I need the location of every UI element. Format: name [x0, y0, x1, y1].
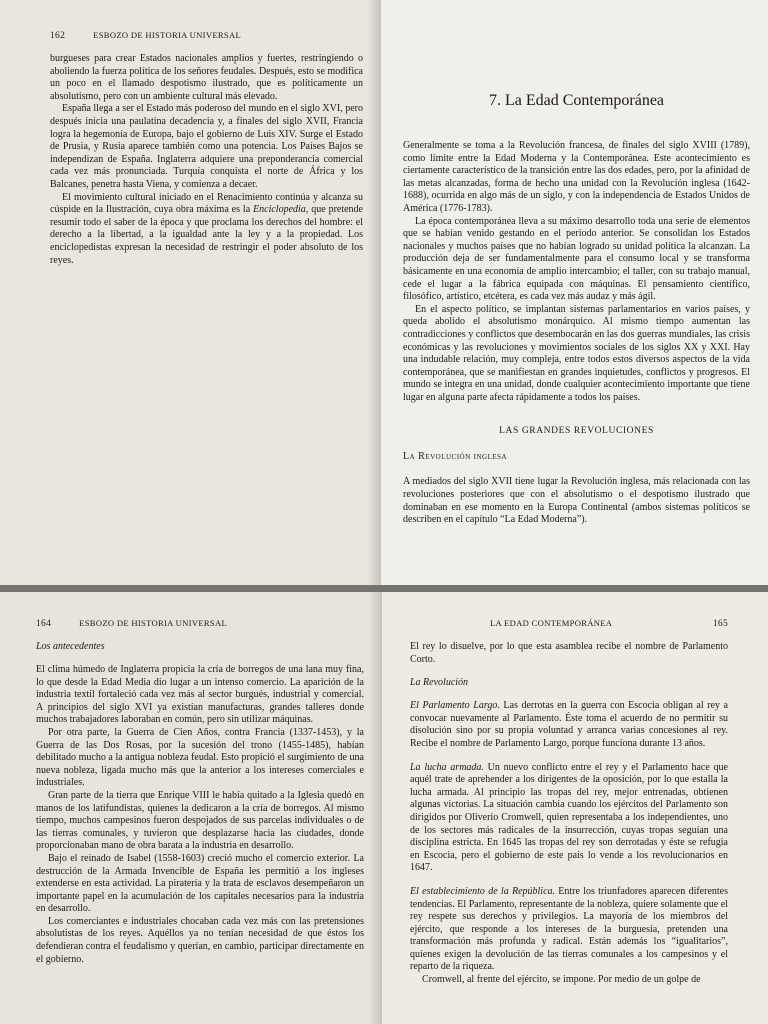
- running-head: LA EDAD CONTEMPORÁNEA: [490, 618, 613, 628]
- paragraph: Cromwell, al frente del ejército, se impone. Por medio de un golpe de: [422, 974, 701, 986]
- paragraph: El establecimiento de la República. Entre los triunfadores aparecen diferentes tendencias. El Parlamento, representante de la nobleza, quiere solamente que el rey respete sus derechos y privilegios. La mayoría de los miembros del ejército, que responde a los intereses de la burguesía, pretenden una transformación más profunda y radical. Están además los “igualitarios”, quienes exigen la devolución de las tierras comunales a los campesinos y el reparto de la riqueza.: [410, 885, 728, 973]
- page-162: [0, 0, 381, 585]
- run-in-heading: El establecimiento de la República.: [410, 885, 556, 897]
- paragraph: El clima húmedo de Inglaterra propicia la cría de borregos de una lana muy fina, lo que desde la Edad Media dio lugar a un intenso comercio. La aparición de la industria textil fortaleció cada vez más al sector burgués, industrial y comercial. A principios del siglo XVI ya existían manufacturas, grandes talleres donde muchos trabajadores laboraban en común, pero sin utilizar máquinas.: [36, 664, 364, 726]
- paragraph: A mediados del siglo XVII tiene lugar la Revolución inglesa, más relacionada con las revoluciones posteriores que con el absolutismo o el despotismo ilustrado que dominaban en ese momento en la Europa Continental (ambos sistemas políticos se describen en el capítulo “La Edad Moderna”).: [403, 476, 750, 526]
- paragraph: La lucha armada. Un nuevo conflicto entre el rey y el Parlamento hace que aquél trate de aprehender a los dirigentes de la oposición, por lo que estalla la lucha armada. Al principio las tropas del rey, mejor entrenadas, obtienen algunas victorias. La situación cambia cuando los ejércitos del Parlamento son dirigidos por Oliverio Cromwell, quien representaba a los independientes, uno de los sectores más radicales de la insurrección, cuyas tropas seguían una disciplina estricta. En 1645 las tropas del rey son derrotadas y éste se refugia en Escocia, pero el gobierno de este país lo vende a los revolucionarios en 1647.: [410, 761, 728, 874]
- run-in-heading: La lucha armada.: [410, 761, 484, 773]
- section-heading: Los antecedentes: [36, 641, 105, 652]
- paragraph: El movimiento cultural iniciado en el Renacimiento continúa y alcanza su cúspide en la Ilustración, cuya obra máxima es la Enciclopedia, que pretende resumir todo el saber de la época y que proclama los derechos del hombre: el derecho a la libertad, a la igualdad ante la ley y a la propiedad. Los enciclopedistas expresan la necesidad de restringir el poder absoluto de los reyes.: [50, 191, 363, 266]
- scan-gap: [0, 585, 768, 592]
- run-in-heading: El Parlamento Largo.: [410, 700, 500, 712]
- paragraph: Generalmente se toma a la Revolución francesa, de finales del siglo XVIII (1789), como límite entre la Edad Moderna y la Contemporánea. Este acontecimiento es ciertamente característico de la transición entre las dos edades, pero, por la afinidad de las metas alcanzadas, forma de hecho una unidad con la Revolución inglesa (1642-1688), ocurrida en algo más de un siglo, y con la independencia de Estados Unidos de América (1776-1783).: [403, 140, 750, 214]
- page-165: [382, 592, 768, 1024]
- running-header: [36, 618, 364, 629]
- page-fold-shadow: [367, 0, 381, 585]
- section-title: LAS GRANDES REVOLUCIONES: [499, 426, 654, 437]
- paragraph: En el aspecto político, se implantan sistemas parlamentarios en varios países, y queda abolido el absolutismo monárquico. Al mismo tiempo aumentan las contradicciones y conflictos que desembocarán en las dos guerras mundiales, las crisis económicas y las revoluciones y movimientos sociales de los siglos XX y XXI. Hay una indudable relación, muy compleja, entre todos estos diversos aspectos de la vida contemporánea, que se manifiestan en grandes inquietudes, conflictos y progresos. El mundo se integra en una unidad, donde cualquier acontecimiento importante que tiene lugar en alguna parte afecta rápidamente a todos los países.: [403, 303, 750, 403]
- paragraph: El Parlamento Largo. Las derrotas en la guerra con Escocia obligan al rey a convocar nuevamente al Parlamento. Éste toma el acuerdo de no permitir su disolución sino por su propia voluntad y arranca varias concesiones al rey. Recibe el nombre de Parlamento Largo, porque funciona durante 13 años.: [410, 700, 728, 749]
- chapter-title: 7. La Edad Contemporánea: [488, 92, 665, 109]
- paragraph: España llega a ser el Estado más poderoso del mundo en el siglo XVI, pero después inicia una paulatina decadencia y, a finales del siglo XVII, Francia logra la hegemonía de Europa, bajo el gobierno de Luis XIV. Surge el Estado de Prusia, y Rusia aparece también como una potencia. Los Países Bajos se independizan de España. Inglaterra adquiere una preponderancia comercial cada vez más pronunciada. Turquía conquista el norte de África y los Balcanes, penetra hasta Viena, y comienza a decaer.: [50, 103, 363, 190]
- paragraph: Gran parte de la tierra que Enrique VIII le había quitado a la Iglesia quedó en manos de los latifundistas, quienes la dedicaron a la cría de borregos. Al mismo tiempo, muchos campesinos fueron despojados de sus parcelas individuales o de las tierras comunales, y tuvieron que desplazarse hacia las ciudades, donde proporcionaban mano de obra barata a la industria en desarrollo.: [36, 789, 364, 852]
- paragraph: Los comerciantes e industriales chocaban cada vez más con las pretensiones absolutistas de los reyes. Aquéllos ya no tenían necesidad de que éstos los defendieran contra el feudalismo y querían, en cambio, participar directamente en el gobierno.: [36, 915, 364, 965]
- paragraph: burgueses para crear Estados nacionales amplios y fuertes, restringiendo o aboliendo la fuerza política de los señores feudales. Después, esto se modifica un poco en el llamado despotismo ilustrado, que es políticamente un absolutismo, pero con un ambiente cultural más elevado.: [50, 53, 363, 102]
- page-163: [381, 0, 768, 585]
- paragraph: Bajo el reinado de Isabel (1558-1603) creció mucho el comercio exterior. La destrucción de la Armada Invencible de España les permitió a los ingleses extenderse en esta actividad. La piratería y la trata de esclavos desempeñaron un importante papel en la acumulación de los capitales necesarios para la industria en desarrollo.: [36, 852, 364, 915]
- page-number: 165: [712, 619, 728, 629]
- paragraph: El rey lo disuelve, por lo que esta asamblea recibe el nombre de Parlamento Corto.: [410, 641, 728, 665]
- running-header: [50, 30, 363, 41]
- page-number: 164: [36, 619, 52, 629]
- paragraph: La época contemporánea lleva a su máximo desarrollo toda una serie de elementos que se habían venido gestando en el periodo anterior. Se consolidan los Estados nacionales y muchos países que no habían logrado su unidad política la alcanzan. La producción deja de ser fundamentalmente para el consumo local y se transforma básicamente en una economía de amplio intercambio; el taller, con su trabajo manual, cede el lugar a la fábrica equipada con máquinas. El pensamiento científico, filosófico, artístico, etcétera, es cada vez más audaz y más ágil.: [403, 215, 750, 303]
- page-fold-shadow: [368, 592, 382, 1024]
- running-header: [410, 618, 728, 629]
- subsection-title: La Revolución inglesa: [403, 451, 508, 463]
- section-heading: La Revolución: [410, 677, 469, 689]
- running-head: ESBOZO DE HISTORIA UNIVERSAL: [79, 618, 228, 628]
- page-164: [0, 592, 382, 1024]
- running-head: ESBOZO DE HISTORIA UNIVERSAL: [93, 30, 242, 40]
- paragraph: Por otra parte, la Guerra de Cien Años, contra Francia (1337-1453), y la Guerra de las Dos Rosas, por la sucesión del trono (1455-1485), habían debilitado mucho a la antigua nobleza feudal. Esto propició el surgimiento de una nueva nobleza, ligada mucho más que la anterior a los intereses comerciales e industriales.: [36, 726, 364, 789]
- page-number: 162: [50, 31, 66, 41]
